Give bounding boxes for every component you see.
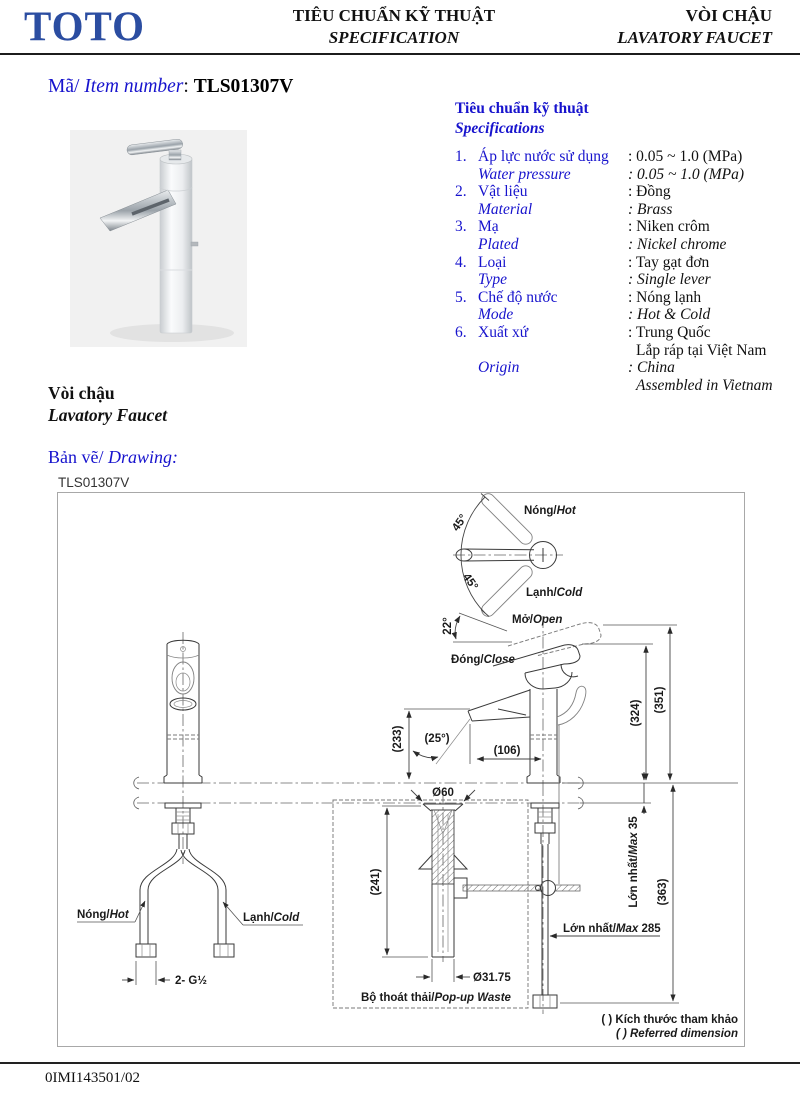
drawing-border	[58, 493, 745, 1047]
product-name-block	[48, 382, 167, 426]
label-popup-waste: Bộ thoát thải/Pop-up Waste	[361, 992, 511, 1004]
dim-d3175: Ø31.75	[473, 972, 511, 984]
item-number-value: TLS01307V	[193, 76, 294, 97]
spec-row: 3. Mạ : Niken crôm	[455, 218, 710, 236]
spec-row: Water pressure : 0.05 ~ 1.0 (MPa)	[478, 165, 745, 183]
spec-row: 2. Vật liệu : Đồng	[455, 183, 671, 201]
dim-45-bottom: 45°	[460, 571, 480, 593]
spec-row: Plated : Nickel chrome	[478, 235, 727, 253]
page-header	[0, 0, 800, 55]
item-number-label-en: Item number	[79, 76, 184, 97]
dim-h241: (241)	[370, 868, 382, 896]
item-number-label-vi: Mã/	[48, 76, 80, 97]
dim-d60: Ø60	[432, 787, 454, 799]
header-product-type	[617, 5, 772, 49]
item-number-separator: :	[183, 76, 194, 97]
dim-h233: (233)	[392, 725, 404, 753]
header-product-vi: VÒI CHẬU	[685, 6, 772, 25]
header-product-en: LAVATORY FAUCET	[617, 28, 772, 47]
label-open: Mở/Open	[512, 614, 563, 626]
supply-hose-section	[531, 784, 559, 1014]
spec-row: 6. Xuất xứ : Trung Quốc	[455, 323, 711, 341]
note-vi: ( ) Kích thước tham khảo	[601, 1014, 738, 1026]
product-name-vi: Vòi chậu	[48, 383, 115, 403]
faucet-front-view	[77, 632, 303, 987]
dim-max35: Lớn nhất/Max 35	[628, 816, 640, 908]
spec-row: 5. Chế độ nước : Nóng lạnh	[455, 288, 702, 306]
label-hot-hose: Nóng/Hot	[77, 909, 129, 921]
item-number-line	[48, 76, 293, 98]
spec-row: Mode : Hot & Cold	[478, 306, 711, 324]
product-photo	[70, 130, 247, 347]
dim-w106: (106)	[493, 745, 521, 757]
header-title-vi: TIÊU CHUẨN KỸ THUẬT	[292, 6, 496, 25]
header-title-en: SPECIFICATION	[328, 28, 460, 47]
dim-g12: 2- G½	[175, 975, 207, 987]
spec-row: Assembled in Vietnam	[636, 376, 773, 394]
note-en: ( ) Referred dimension	[615, 1028, 738, 1040]
dim-h363: (363)	[657, 878, 669, 906]
dim-max285: Lớn nhất/Max 285	[563, 923, 661, 935]
spec-row: Material : Brass	[478, 200, 673, 218]
specs-list	[455, 148, 785, 394]
dim-45-top: 45°	[450, 512, 470, 534]
label-cold-topview: Lạnh/Cold	[526, 587, 583, 599]
label-hot-topview: Nóng/Hot	[524, 505, 576, 517]
toto-logo: TOTO	[24, 2, 145, 50]
spec-row: 1. Áp lực nước sử dụng : 0.05 ~ 1.0 (MPa)	[455, 148, 743, 165]
label-close: Đóng/Close	[451, 654, 515, 666]
spec-row: Origin : China	[478, 359, 675, 377]
reference-note	[601, 1014, 738, 1040]
technical-drawing	[57, 492, 745, 1047]
dim-h351: (351)	[654, 686, 666, 714]
spec-row: Type : Single lever	[478, 271, 711, 289]
specs-title-en: Specifications	[455, 120, 545, 137]
specifications-section	[455, 99, 785, 394]
label-cold-hose: Lạnh/Cold	[243, 912, 300, 924]
dim-a25: (25°)	[424, 733, 450, 745]
drawing-code: TLS01307V	[58, 475, 130, 490]
specs-title-vi: Tiêu chuẩn kỹ thuật	[455, 100, 589, 117]
spec-row: 4. Loại : Tay gạt đơn	[455, 253, 710, 271]
footer-rule	[0, 1062, 800, 1064]
drawing-section-label: Bản vẽ/ Drawing:	[48, 447, 179, 467]
faucet-photo-graphic	[70, 130, 247, 347]
header-title	[293, 5, 495, 49]
document-number: 0IMI143501/02	[45, 1070, 140, 1086]
technical-drawing-svg	[57, 492, 745, 1047]
dim-22: 22°	[442, 617, 454, 635]
dim-h324: (324)	[630, 699, 642, 727]
product-name-en: Lavatory Faucet	[48, 405, 168, 425]
handle-top-view	[450, 492, 583, 619]
photo-background	[70, 130, 247, 347]
spec-row: Lắp ráp tại Việt Nam	[636, 341, 767, 359]
